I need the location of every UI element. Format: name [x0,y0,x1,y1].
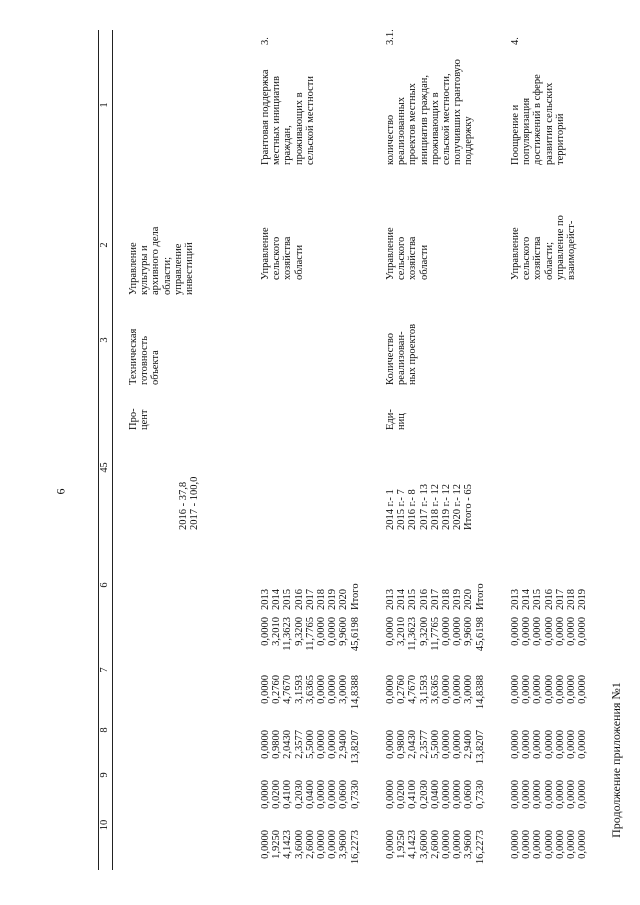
row-3-1-col7: 0,0000 0,2760 4,7670 3,1593 3,6365 0,0000 0,0000 3,0000 14,8388 [385,675,486,710]
page-caption: Продолжение приложения №1 [609,682,623,838]
top-block-col4: Про- цент [128,408,151,430]
top-block-col3: Техническая готовность объекта [128,328,162,385]
col-num-9: 9 [99,772,110,778]
row-3-1-col8: 0,0000 0,9800 2,0430 2,3577 5,5000 0,0000 0,0000 2,9400 13,8207 [385,730,486,765]
row-3-1-indicator: Количество реализован- ных проектов [385,323,419,385]
row-4-col10: 0,0000 0,0000 0,0000 0,0000 0,0000 0,0000 0,0000 [510,830,589,859]
row-3-responsible: Управление сельского хозяйства области [260,227,305,280]
row-3-title: Грантовая поддержка местных инициатив граждан, проживающих в сельской местности [260,69,316,165]
row-3-1-col9: 0,0000 0,0200 0,4100 0,2030 0,0400 0,0000 0,0000 0,0600 0,7330 [385,780,486,809]
row-3-1-years: 2013 2014 2015 2016 2017 2018 2019 2020 Итого [385,583,486,610]
top-block-col5: 2016 - 37,8 2017 - 100,0 [178,476,201,530]
row-4-col8: 0,0000 0,0000 0,0000 0,0000 0,0000 0,0000 0,0000 [510,730,589,759]
col-num-7: 7 [99,667,110,673]
row-3-1-targets: 2014 г.- 1 2015 г.- 7 2016 г.- 8 2017 г.- 13 2018 г.- 12 2019 г.- 12 2020 г.- 12 Итого - 65 [385,484,475,530]
col-num-1: 1 [99,102,110,108]
col-num-10: 10 [99,819,110,831]
row-4-col6: 0,0000 0,0000 0,0000 0,0000 0,0000 0,0000 0,0000 [510,617,589,646]
top-block-col2: Управление культуры и архивного дела области; управление инвестиций [128,226,196,295]
row-3-col9: 0,0000 0,0200 0,4100 0,2030 0,0400 0,0000 0,0000 0,0600 0,7330 [260,780,361,809]
header-number-row-border [112,30,113,870]
col-num-2: 2 [99,242,110,248]
row-4-responsible: Управление сельского хозяйства области; управление по взаимодейст- [510,215,578,280]
row-3-1-responsible: Управление сельского хозяйства области [385,227,430,280]
row-4-col9: 0,0000 0,0000 0,0000 0,0000 0,0000 0,0000 0,0000 [510,780,589,809]
row-3-col8: 0,0000 0,9800 2,0430 2,3577 5,5000 0,0000 0,0000 2,9400 13,8207 [260,730,361,765]
row-3-1-number: 3.1. [385,29,396,45]
row-3-years: 2013 2014 2015 2016 2017 2018 2019 2020 Итого [260,583,361,610]
row-3-col7: 0,0000 0,2760 4,7670 3,1593 3,6365 0,0000 0,0000 3,0000 14,8388 [260,675,361,710]
row-3-1-col10: 0,0000 1,9250 4,1423 3,6000 2,6000 0,0000 0,0000 3,9600 16,2273 [385,830,486,865]
page-number: 6 [53,488,68,495]
row-3-1-title: количество реализованных проектов местных инициатив граждан, проживающих в сельской местности, получивших грантовую поддержку [385,59,475,165]
row-3-1-col6: 0,0000 3,2010 11,3623 9,3200 11,7765 0,0000 0,0000 9,9600 45,6198 [385,617,486,652]
col-num-3: 3 [99,337,110,343]
row-3-col10: 0,0000 1,9250 4,1423 3,6000 2,6000 0,0000 0,0000 3,9600 16,2273 [260,830,361,865]
col-num-6: 6 [99,582,110,588]
row-4-title: Поощрение и популяризация достижений в сфере развития сельских территорий [510,74,566,165]
col-num-4: 4 [99,467,110,473]
row-4-col7: 0,0000 0,0000 0,0000 0,0000 0,0000 0,0000 0,0000 [510,675,589,704]
row-3-number: 3. [260,37,271,45]
row-3-1-unit: Еди- ниц [385,409,408,430]
col-num-5: 5 [99,462,110,468]
row-3-col6: 0,0000 3,2010 11,3623 9,3200 11,7765 0,0000 0,0000 9,9600 45,6198 [260,617,361,652]
row-4-number: 4. [510,37,521,45]
col-num-8: 8 [99,727,110,733]
row-4-years: 2013 2014 2015 2016 2017 2018 2019 [510,589,589,610]
